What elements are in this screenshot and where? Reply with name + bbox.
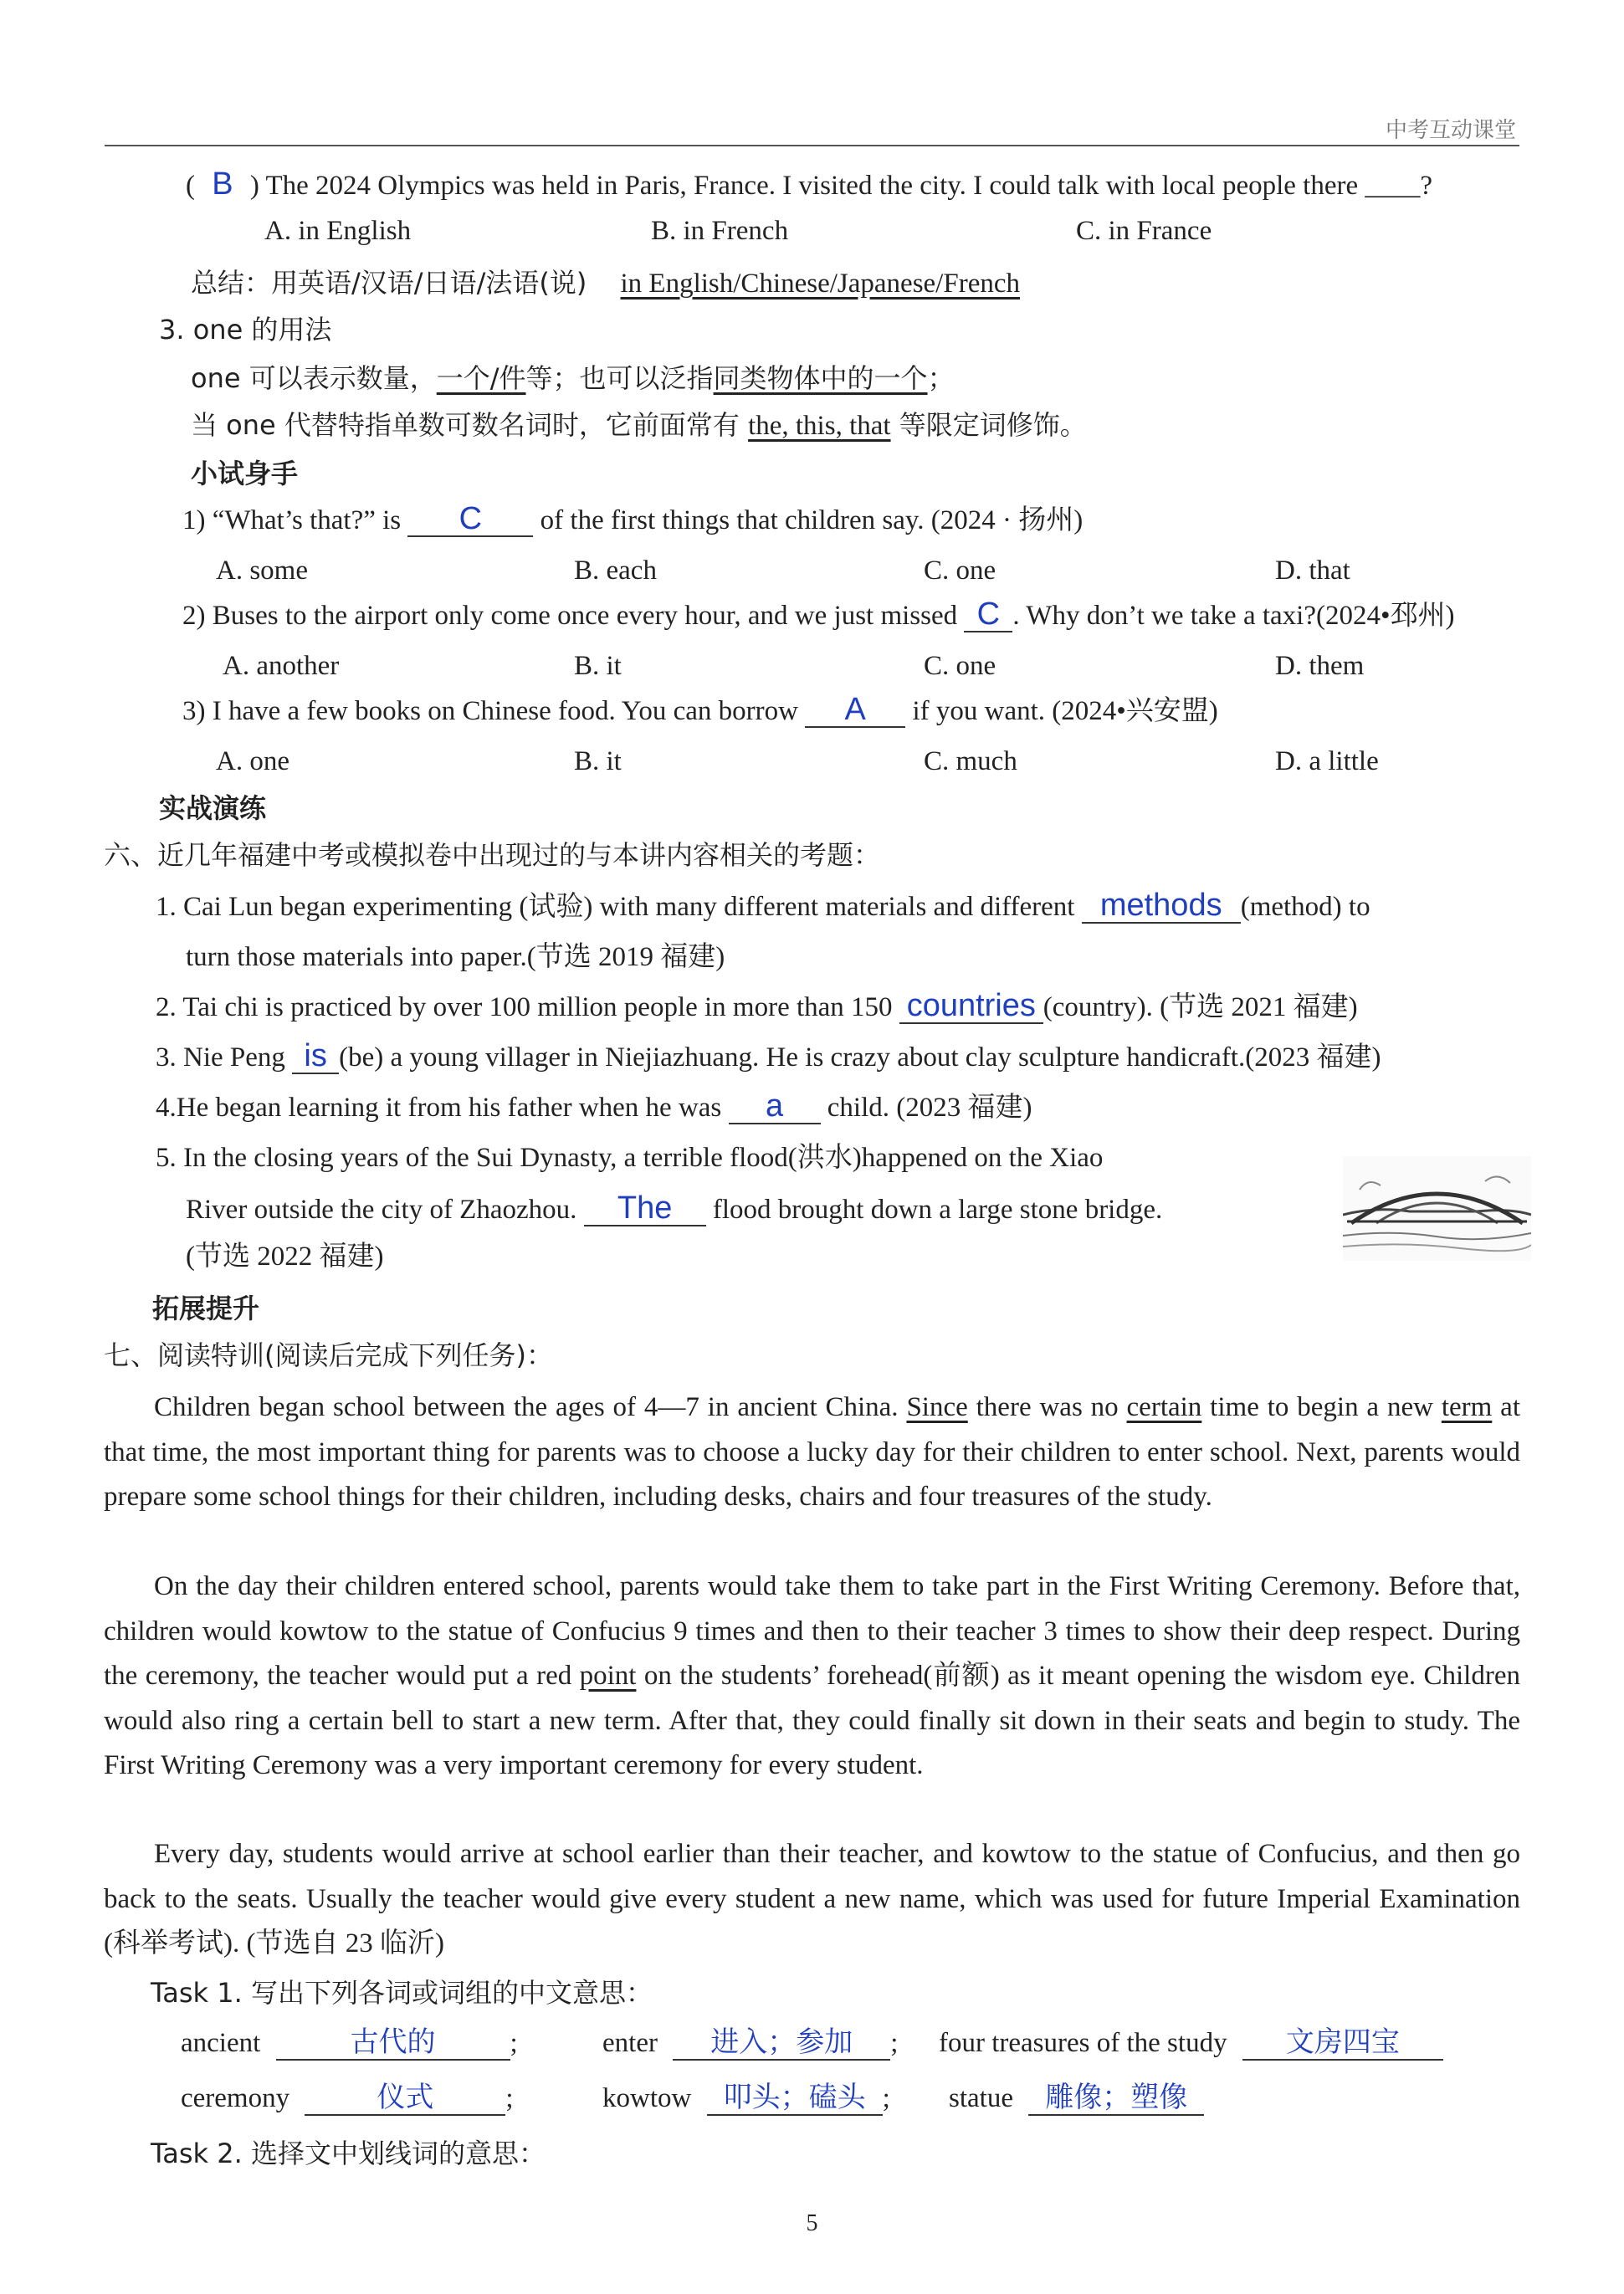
section7-heading: 七、阅读特训(阅读后完成下列任务)： xyxy=(104,1339,553,1371)
answer-four-treasures: 文房四宝 xyxy=(1242,2025,1443,2061)
answer-q2: C xyxy=(964,597,1012,632)
reading-paragraph-3: Every day, students would arrive at school earlier than their teacher, and kowtow to the statue of Confucius, and then go back to the seats. Usually the teacher would give every student a new name, which was used for future Imperial Examination (科举考试). (节选自 23 临沂) xyxy=(104,1839,1520,1959)
answer-s6-3: is xyxy=(292,1039,339,1074)
question-olympics: ( B ) The 2024 Olympics was held in Paris, France. I visited the city. I could talk with local people there ____? xyxy=(186,166,1433,202)
s6-item-5-cont: River outside the city of Zhaozhou. The flood brought down a large stone bridge. xyxy=(186,1191,1163,1226)
section6-heading: 六、近几年福建中考或模拟卷中出现过的与本讲内容相关的考题： xyxy=(104,839,881,871)
option-a: A. in English xyxy=(264,216,412,246)
q3-option-a: A. one xyxy=(216,746,289,776)
task1-heading: Task 1. 写出下列各词或词组的中文意思： xyxy=(151,1977,653,2009)
s6-item-1-cont: turn those materials into paper.(节选 2019 福建) xyxy=(186,942,725,972)
extend-heading: 拓展提升 xyxy=(152,1293,260,1324)
q1-option-d: D. that xyxy=(1275,556,1350,586)
answer-s6-2: countries xyxy=(899,989,1043,1024)
s6-item-1: 1. Cai Lun began experimenting (试验) with many different materials and different methods (method) to xyxy=(156,888,1370,923)
header-title: 中考互动课堂 xyxy=(1385,118,1516,143)
q2-option-c: C. one xyxy=(924,651,996,681)
task1-row-1: ancient 古代的 ; xyxy=(181,2025,518,2059)
one-usage-line-2: 当 one 代替特指单数可数名词时，它前面常有 the, this, that 等限定词修饰。 xyxy=(191,409,1087,441)
task1-row-2: ceremony 仪式 ; xyxy=(181,2081,514,2114)
q3-option-c: C. much xyxy=(924,746,1017,776)
task1-row-1c: four treasures of the study 文房四宝 xyxy=(939,2025,1443,2061)
s6-item-5-source: (节选 2022 福建) xyxy=(186,1242,384,1272)
q1-option-b: B. each xyxy=(574,556,657,586)
task1-row-1b: enter 进入；参加 ; xyxy=(602,2025,899,2059)
stone-bridge-illustration xyxy=(1343,1156,1531,1261)
answer-ancient: 古代的 xyxy=(276,2025,510,2061)
q3-option-b: B. it xyxy=(574,746,622,776)
page-header xyxy=(105,111,1519,146)
summary-line: 总结：用英语/汉语/日语/法语(说) in English/Chinese/Japanese/French xyxy=(191,267,1020,299)
answer-s6-5: The xyxy=(584,1191,706,1226)
answer-s6-4: a xyxy=(729,1089,821,1124)
answer-kowtow: 叩头；磕头 xyxy=(707,2081,883,2116)
answer-s6-1: methods xyxy=(1082,888,1241,924)
q2-option-a: A. another xyxy=(223,651,340,681)
q1-option-c: C. one xyxy=(924,556,996,586)
task1-row-2b: kowtow 叩头；磕头 ; xyxy=(602,2081,890,2114)
q1-option-a: A. some xyxy=(216,556,308,586)
s6-item-2: 2. Tai chi is practiced by over 100 million people in more than 150 countries (country). (节选 2021 福建) xyxy=(156,988,1358,1023)
answer-enter: 进入；参加 xyxy=(673,2025,890,2061)
q2-option-b: B. it xyxy=(574,651,622,681)
practice-q2: 2) Buses to the airport only come once every hour, and we just missed C . Why don’t we take a taxi?(2024•邳州) xyxy=(182,597,1455,632)
reading-paragraph-1: Children began school between the ages of 4—7 in ancient China. Since there was no certain time to begin a new term at that time, the most important thing for parents was to choose a lucky day for their children to enter school. Next, parents would prepare some school things for their children, including desks, chairs and four treasures of the study. xyxy=(104,1392,1520,1512)
task1-row-2c: statue 雕像；塑像 xyxy=(949,2080,1204,2117)
reading-paragraph-2: On the day their children entered school, parents would take them to take part in the First Writing Ceremony. Before that, children would kowtow to the statue of Confucius 9 times and then to their teacher 3 times to show their deep respect. During the ceremony, the teacher would put a red point on the students’ forehead(前额) as it meant opening the wisdom eye. Children would also ring a certain bell to start a new term. After that, they could finally sit down in their seats and begin to study. The First Writing Ceremony was a very important ceremony for every student. xyxy=(104,1571,1520,1780)
one-usage-line-1: one 可以表示数量，一个/件等；也可以泛指同类物体中的一个； xyxy=(191,362,955,394)
s6-item-3: 3. Nie Peng is (be) a young villager in Niejiazhuang. He is crazy about clay sculpture handicraft.(2023 福建) xyxy=(156,1038,1381,1073)
option-c: C. in France xyxy=(1076,216,1212,246)
practice-q3: 3) I have a few books on Chinese food. You can borrow A if you want. (2024•兴安盟) xyxy=(182,692,1218,727)
answer-q3: A xyxy=(805,693,905,728)
drill-heading: 实战演练 xyxy=(159,792,267,824)
practice-q1: 1) “What’s that?” is C of the first things that children say. (2024 · 扬州) xyxy=(182,501,1084,536)
q2-option-d: D. them xyxy=(1275,651,1365,681)
practice-heading: 小试身手 xyxy=(191,458,299,489)
answer-statue: 雕像；塑像 xyxy=(1028,2081,1204,2116)
q3-option-d: D. a little xyxy=(1275,746,1379,776)
option-b: B. in French xyxy=(651,216,789,246)
answer-q1: C xyxy=(407,502,533,537)
answer-olympics: B xyxy=(212,166,233,202)
s6-item-5: 5. In the closing years of the Sui Dynasty, a terrible flood(洪水)happened on the Xiao xyxy=(156,1143,1104,1173)
s6-item-4: 4.He began learning it from his father when he was a child. (2023 福建) xyxy=(156,1088,1032,1124)
answer-ceremony: 仪式 xyxy=(305,2081,505,2116)
one-usage-heading: 3. one 的用法 xyxy=(159,314,332,346)
page-number: 5 xyxy=(806,2210,818,2236)
task2-heading: Task 2. 选择文中划线词的意思： xyxy=(151,2138,546,2169)
